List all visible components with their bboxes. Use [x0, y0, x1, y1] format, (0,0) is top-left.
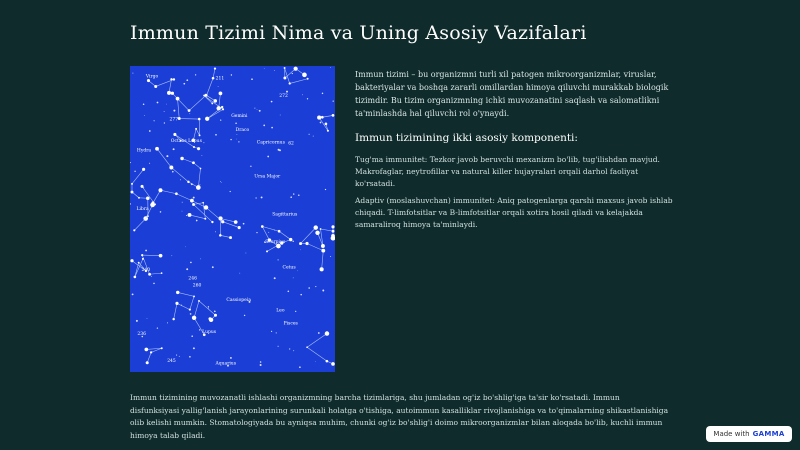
star-dot — [230, 357, 232, 359]
star-dot — [138, 262, 140, 264]
star-dot — [188, 213, 192, 217]
star-dot — [313, 136, 314, 137]
star-dot — [214, 310, 216, 312]
star-dot — [320, 228, 322, 230]
star-dot — [191, 183, 193, 185]
star-label: 246 — [188, 276, 197, 282]
star-dot — [153, 283, 155, 285]
star-dot — [300, 294, 302, 296]
star-dot — [143, 103, 145, 105]
star-dot — [278, 259, 279, 260]
constellation-line — [318, 227, 333, 246]
star-dot — [292, 73, 293, 74]
star-dot — [132, 73, 133, 74]
star-dot — [320, 122, 322, 124]
star-dot — [190, 199, 194, 203]
slide-title: Immun Tizimi Nima va Uning Asosiy Vazifalari — [130, 22, 587, 44]
star-dot — [214, 314, 217, 317]
star-dot — [211, 221, 213, 223]
star-dot — [271, 101, 273, 103]
star-dot — [134, 276, 137, 279]
star-label: Leo — [276, 308, 285, 314]
constellation-line — [148, 79, 173, 93]
star-dot — [278, 230, 281, 233]
badge-prefix: Made with — [713, 430, 750, 438]
star-dot — [193, 347, 195, 349]
star-dot — [150, 351, 152, 353]
star-dot — [234, 220, 238, 224]
star-dot — [315, 286, 316, 287]
star-dot — [198, 300, 200, 302]
star-dot — [131, 191, 134, 194]
components-heading: Immun tizimining ikki asosiy komponenti: — [355, 132, 578, 144]
star-dot — [318, 332, 320, 334]
star-dot — [211, 102, 213, 104]
constellation-line — [153, 190, 239, 227]
star-dot — [257, 109, 258, 110]
star-dot — [183, 83, 185, 85]
bottom-paragraph: Immun tizimining muvozanatli ishlashi organizmning barcha tizimlariga, shu jumladan og'iz bo'shlig'iga ta'sir ko'rsatadi. Immun disfunksiyasi yallig'lanish jarayonlarining surunkali holatga o'tishiga, autoimmun kasalliklar rivojlanishiga va to'qimalarning shikastlanishiga olib kelishi mumkin. Stomatologiyada bu ayniqsa muhim, chunki og'iz bo'shlig'i doimo mikroorganizmlar bilan aloqada bo'lib, kuchli immun himoya talab qiladi. — [130, 393, 669, 440]
star-dot — [293, 278, 294, 279]
star-dot — [288, 291, 290, 293]
star-dot — [189, 309, 191, 311]
star-dot — [297, 271, 298, 272]
star-dot — [150, 204, 152, 206]
star-dot — [146, 196, 150, 200]
star-dot — [180, 179, 181, 180]
star-dot — [171, 92, 174, 95]
star-dot — [208, 308, 209, 309]
star-dot — [161, 347, 163, 349]
star-dot — [142, 168, 145, 171]
star-dot — [164, 122, 165, 123]
star-label: 236 — [137, 331, 146, 337]
star-dot — [130, 259, 133, 262]
star-dot — [331, 225, 334, 228]
star-dot — [200, 168, 202, 170]
star-label: 277 — [169, 117, 179, 123]
star-dot — [161, 272, 163, 274]
star-dot — [302, 94, 303, 95]
star-dot — [189, 113, 190, 114]
star-dot — [320, 267, 324, 271]
star-dot — [160, 211, 162, 213]
star-dot — [219, 92, 223, 96]
star-dot — [176, 97, 180, 101]
star-dot — [239, 273, 240, 274]
star-dot — [215, 231, 216, 232]
star-dot — [204, 94, 207, 97]
star-label: Octans Lepus — [170, 139, 202, 144]
star-dot — [147, 79, 150, 82]
star-dot — [331, 234, 335, 238]
star-dot — [276, 332, 277, 333]
star-dot — [167, 322, 168, 323]
star-dot — [230, 191, 231, 192]
star-dot — [327, 130, 329, 132]
star-dot — [193, 197, 195, 199]
star-dot — [267, 156, 269, 158]
star-dot — [204, 205, 208, 209]
star-dot — [321, 116, 324, 119]
star-dot — [186, 79, 188, 81]
star-dot — [244, 315, 245, 316]
star-dot — [263, 125, 265, 127]
star-dot — [255, 197, 256, 198]
star-dot — [147, 318, 148, 319]
star-dot — [236, 139, 237, 140]
star-dot — [133, 229, 135, 231]
constellation-line — [178, 99, 200, 141]
star-dot — [237, 134, 238, 135]
star-dot — [188, 109, 191, 112]
star-dot — [154, 120, 155, 121]
star-dot — [220, 181, 221, 182]
star-label: Scorpius — [265, 240, 286, 245]
star-dot — [186, 215, 187, 216]
star-dot — [238, 141, 239, 142]
star-dot — [159, 188, 163, 192]
star-label: Draco — [235, 128, 250, 133]
star-dot — [256, 232, 257, 233]
star-dot — [166, 104, 167, 105]
star-dot — [182, 202, 183, 203]
star-label: Hydra — [136, 148, 152, 154]
star-dot — [322, 290, 324, 292]
star-dot — [142, 258, 144, 260]
star-dot — [144, 115, 145, 116]
star-dot — [190, 313, 192, 315]
star-dot — [130, 203, 131, 205]
star-dot — [235, 122, 237, 124]
star-dot — [199, 134, 201, 136]
star-dot — [302, 73, 307, 78]
star-dot — [306, 346, 308, 348]
star-dot — [274, 230, 275, 231]
star-dot — [325, 123, 328, 126]
made-with-badge[interactable] — [706, 426, 792, 442]
star-dot — [220, 119, 221, 120]
star-dot — [268, 232, 269, 233]
star-dot — [308, 287, 310, 289]
star-dot — [173, 148, 175, 150]
star-dot — [271, 331, 272, 332]
star-dot — [332, 114, 335, 117]
star-dot — [212, 266, 214, 268]
star-dot — [229, 236, 232, 239]
star-label: 240 — [141, 268, 151, 273]
star-dot — [218, 86, 219, 87]
star-dot — [132, 293, 134, 295]
star-dot — [250, 166, 251, 167]
star-dot — [260, 361, 262, 363]
star-dot — [197, 147, 200, 150]
star-dot — [295, 311, 296, 312]
star-dot — [331, 362, 335, 366]
star-dot — [266, 250, 268, 252]
star-dot — [230, 139, 231, 140]
star-dot — [166, 155, 168, 157]
star-dot — [289, 348, 290, 349]
star-dot — [293, 193, 294, 194]
star-label: 211 — [215, 76, 225, 82]
star-dot — [143, 187, 144, 188]
star-dot — [221, 220, 224, 223]
star-dot — [203, 142, 204, 143]
star-dot — [307, 98, 308, 99]
star-dot — [254, 108, 255, 109]
constellation-line — [262, 226, 290, 251]
constellation-line — [172, 69, 215, 111]
star-dot — [246, 253, 247, 254]
star-dot — [322, 93, 323, 94]
star-dot — [191, 335, 193, 337]
star-dot — [186, 268, 188, 270]
star-dot — [261, 225, 264, 228]
star-dot — [315, 231, 319, 235]
star-dot — [170, 167, 171, 168]
badge-brand: GAMMA — [752, 430, 785, 438]
star-dot — [299, 242, 302, 245]
star-dot — [278, 149, 280, 151]
star-dot — [326, 360, 329, 363]
star-dot — [199, 329, 200, 330]
star-dot — [231, 74, 232, 75]
constellation-line — [157, 149, 200, 188]
star-dot — [305, 242, 308, 245]
star-dot — [309, 134, 310, 135]
constellation-line — [174, 292, 194, 319]
star-dot — [154, 85, 157, 88]
star-label: 245 — [167, 358, 176, 364]
star-dot — [189, 356, 191, 358]
star-dot — [215, 100, 216, 101]
star-dot — [180, 157, 183, 160]
star-dot — [175, 302, 178, 305]
star-dot — [264, 68, 265, 69]
star-label: Gemini — [231, 113, 248, 119]
star-chart-image — [130, 66, 335, 372]
star-dot — [175, 192, 178, 195]
star-dot — [185, 247, 186, 248]
star-dot — [192, 203, 195, 206]
star-dot — [147, 215, 149, 217]
star-dot — [325, 189, 326, 190]
star-dot — [193, 295, 195, 297]
constellation-line — [307, 334, 333, 364]
star-dot — [196, 185, 201, 190]
star-dot — [283, 76, 286, 79]
star-label: Virgo — [145, 74, 159, 80]
star-dot — [159, 254, 163, 258]
star-dot — [271, 127, 273, 129]
star-dot — [155, 147, 159, 151]
constellation-line — [146, 348, 161, 362]
star-dot — [199, 184, 200, 185]
star-dot — [299, 366, 301, 368]
star-label: 62 — [288, 141, 294, 147]
star-dot — [251, 78, 253, 80]
star-dot — [300, 249, 301, 250]
star-dot — [307, 78, 309, 80]
star-dot — [190, 262, 192, 264]
star-label: 260 — [192, 283, 202, 289]
star-label: Cassiopeia — [226, 297, 251, 303]
star-dot — [149, 163, 150, 164]
star-dot — [173, 78, 175, 80]
star-label: 272 — [279, 93, 288, 99]
star-dot — [284, 67, 286, 69]
star-dot — [216, 106, 220, 110]
star-dot — [136, 320, 138, 322]
star-dot — [222, 108, 224, 110]
star-dot — [179, 356, 180, 357]
star-dot — [181, 305, 182, 306]
star-dot — [314, 225, 318, 229]
star-dot — [290, 196, 292, 198]
star-dot — [195, 74, 196, 75]
star-dot — [157, 102, 159, 104]
star-dot — [209, 318, 213, 322]
star-dot — [325, 331, 330, 336]
star-dot — [238, 226, 241, 229]
star-dot — [145, 250, 147, 252]
star-label: Ursa Major — [254, 174, 281, 180]
star-dot — [298, 194, 299, 195]
constellation-line — [301, 228, 324, 270]
star-dot — [293, 350, 294, 351]
star-dot — [176, 291, 179, 294]
star-dot — [289, 82, 291, 84]
star-dot — [286, 91, 288, 93]
star-dot — [333, 100, 334, 101]
star-dot — [317, 116, 321, 120]
star-dot — [170, 78, 172, 80]
star-dot — [208, 306, 209, 307]
star-dot — [151, 201, 154, 204]
star-label: Capricornus — [256, 140, 285, 146]
star-dot — [193, 146, 195, 148]
star-dot — [148, 273, 151, 276]
star-dot — [259, 110, 261, 112]
star-dot — [134, 171, 135, 172]
star-dot — [144, 348, 148, 352]
star-dot — [261, 196, 263, 198]
star-dot — [141, 185, 144, 188]
star-dot — [321, 244, 325, 248]
star-dot — [173, 133, 176, 136]
star-label: Pisces — [283, 321, 298, 327]
star-dot — [192, 316, 196, 320]
star-dot — [294, 67, 298, 71]
star-dot — [198, 118, 201, 121]
star-dot — [219, 234, 222, 237]
star-dot — [173, 110, 175, 112]
star-dot — [192, 161, 195, 164]
star-dot — [330, 67, 331, 68]
star-dot — [289, 238, 292, 241]
star-dot — [315, 361, 316, 362]
star-dot — [243, 223, 245, 225]
star-dot — [215, 134, 217, 136]
star-dot — [274, 70, 275, 71]
star-dot — [164, 111, 165, 112]
star-dot — [172, 318, 174, 320]
star-dot — [204, 218, 206, 220]
star-label: Cetus — [282, 265, 296, 271]
star-dot — [182, 211, 183, 212]
component-adaptive: Adaptiv (moslashuvchan) immunitet: Aniq patogenlarga qarshi maxsus javob ishlab chiqadi. T-limfotsitlar va B-limfotsitlar orqali xotira hosil qiladi va kelajakda samaraliroq himoya ta'minlaydi. — [355, 196, 673, 229]
star-dot — [157, 327, 158, 328]
constellation-line — [204, 93, 223, 118]
star-dot — [292, 241, 293, 242]
star-dot — [280, 115, 281, 116]
star-dot — [202, 202, 204, 204]
intro-paragraph: Immun tizimi – bu organizmni turli xil patogen mikroorganizmlar, viruslar, bakteriyalar va boshqa zararli omillardan himoya qiluvchi murakkab biologik tizimdir. Bu tizim organizmning ichki muvozanatini saqlash va salomatlikni ta'minlashda hal qiluvchi rol o'ynaydi. — [355, 70, 669, 118]
star-dot — [260, 364, 262, 366]
star-dot — [278, 346, 279, 347]
star-dot — [220, 234, 221, 235]
content-column — [355, 68, 675, 236]
constellation-line — [132, 169, 148, 230]
star-dot — [149, 130, 151, 132]
star-dot — [274, 277, 276, 279]
star-dot — [321, 249, 325, 253]
star-dot — [332, 230, 335, 233]
star-dot — [151, 276, 152, 277]
star-dot — [146, 361, 149, 364]
star-chart-svg — [130, 66, 335, 372]
star-dot — [221, 182, 222, 183]
star-label: Aquarius — [215, 361, 237, 367]
star-dot — [196, 220, 198, 222]
star-dot — [200, 259, 201, 260]
star-dot — [131, 183, 133, 185]
star-dot — [171, 255, 172, 256]
star-dot — [221, 106, 223, 108]
star-dot — [176, 355, 177, 356]
star-dot — [195, 128, 197, 130]
star-label: Libra — [136, 207, 149, 213]
star-dot — [172, 171, 174, 173]
star-dot — [205, 117, 209, 121]
star-dot — [187, 181, 189, 183]
star-dot — [138, 197, 140, 199]
star-dot — [330, 256, 331, 257]
star-dot — [167, 91, 171, 95]
star-dot — [214, 67, 216, 69]
component-innate: Tug'ma immunitet: Tezkor javob beruvchi mexanizm bo'lib, tug'ilishdan mavjud. Makrofaglar, neytrofillar va natural killer hujayralari orqali darhol faoliyat ko'rsatadi. — [355, 155, 660, 188]
star-dot — [141, 254, 143, 256]
star-dot — [212, 77, 215, 80]
star-label: Sagittarius — [272, 212, 298, 218]
star-label: Lupus — [202, 330, 217, 336]
star-dot — [202, 155, 203, 156]
star-dot — [130, 162, 131, 163]
star-dot — [178, 117, 181, 120]
